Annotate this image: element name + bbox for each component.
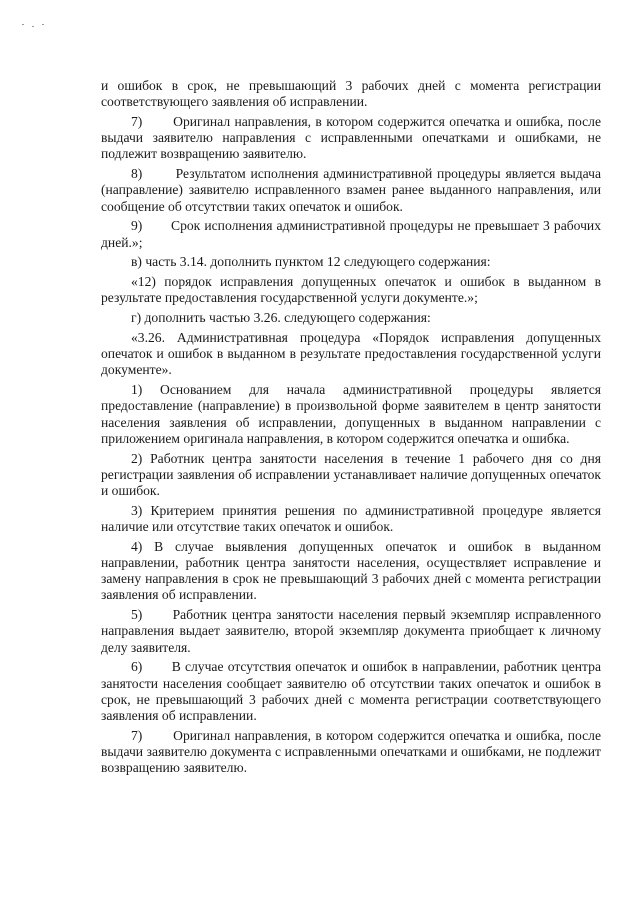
- paragraph-point-7: 7) Оригинал направления, в котором содержится опечатка и ошибка, после выдачи заявителю документа с исправленными опечатками и ошибками, не подлежит возвращению заявителю.: [101, 727, 601, 776]
- paragraph-point-6: 6) В случае отсутствия опечаток и ошибок в направлении, работник центра занятости населения сообщает заявителю об отсутствии таких опечаток и ошибок в срок, не превышающий 3 рабочих дней с момента регистрации соответствующего заявления об исправлении.: [101, 659, 601, 724]
- paragraph-item-8: 8) Результатом исполнения административной процедуры является выдача (направление) заявителю исправленного взамен ранее выданного направления, или сообщение об отсутствии таких опечаток и ошибок.: [101, 166, 601, 214]
- paragraph-item-7: 7) Оригинал направления, в котором содержится опечатка и ошибка, после выдачи заявителю направления с исправленными опечатками и ошибками, не подлежит возвращению заявителю.: [101, 114, 601, 162]
- paragraph-item-9: 9) Срок исполнения административной процедуры не превышает 3 рабочих дней.»;: [101, 218, 601, 250]
- scan-specks: [22, 24, 52, 34]
- paragraph-part-g: г) дополнить частью 3.26. следующего содержания:: [131, 310, 431, 326]
- paragraph-point-1: 1) Основанием для начала административной процедуры является предоставление (направление) в произвольной форме заявителем в центр занятости населения заявления об исправлении, допущенных в выданном направлении с приложением оригинала направления, в котором содержится опечатка и ошибка.: [101, 382, 601, 446]
- paragraph-point-2: 2) Работник центра занятости населения в течение 1 рабочего дня со дня регистрации заявления об исправлении устанавливает наличие допущенных опечаток и ошибок.: [101, 450, 601, 499]
- paragraph-point-3: 3) Критерием принятия решения по административной процедуре является наличие или отсутствие таких опечаток и ошибок.: [101, 502, 601, 535]
- paragraph-item-12: «12) порядок исправления допущенных опечаток и ошибок в выданном в результате предоставления государственной услуги документе.»;: [101, 274, 601, 306]
- document-page: [101, 78, 601, 780]
- paragraph-continuation: и ошибок в срок, не превышающий 3 рабочих дней с момента регистрации соответствующего заявления об исправлении.: [101, 78, 601, 110]
- paragraph-section-3-26: «3.26. Административная процедура «Порядок исправления допущенных опечаток и ошибок в выданном в результате предоставления государственной услуги документе».: [101, 330, 601, 378]
- paragraph-point-4: 4) В случае выявления допущенных опечаток и ошибок в выданном направлении, работник центра занятости населения, осуществляет исправление и замену направления в срок не превышающий 3 рабочих дней с момента регистрации заявления об исправлении.: [101, 538, 601, 603]
- paragraph-point-5: 5) Работник центра занятости населения первый экземпляр исправленного направления выдает заявителю, второй экземпляр документа приобщает к личному делу заявителя.: [101, 607, 601, 655]
- paragraph-part-v: в) часть 3.14. дополнить пунктом 12 следующего содержания:: [131, 254, 491, 270]
